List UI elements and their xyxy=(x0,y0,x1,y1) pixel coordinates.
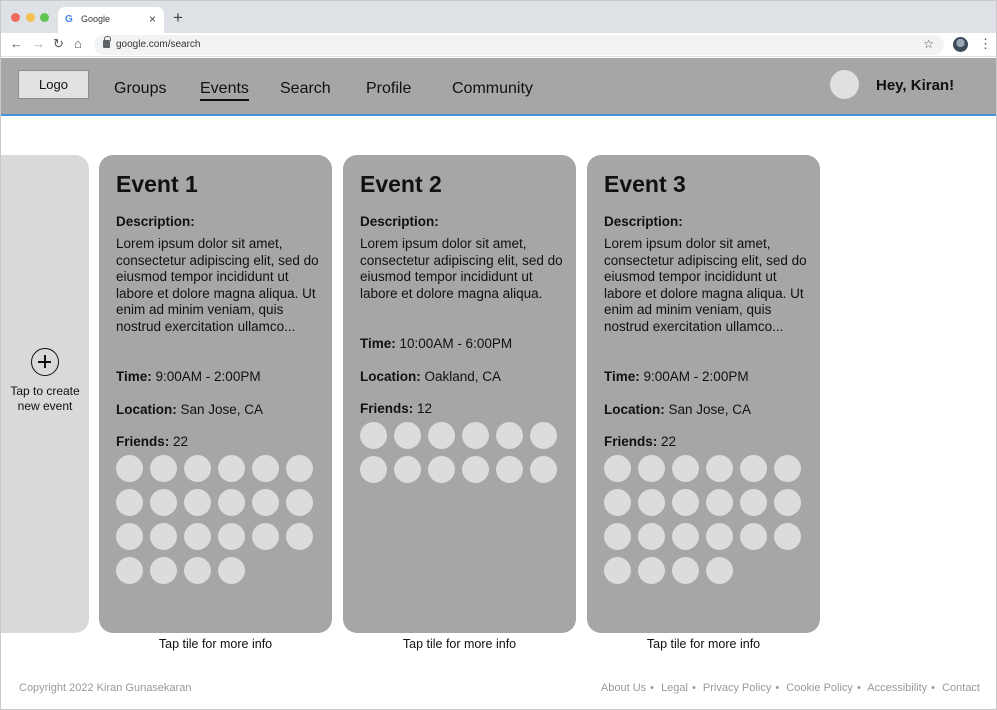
friend-avatar[interactable] xyxy=(774,455,801,482)
reload-icon[interactable]: ↻ xyxy=(53,36,64,51)
time-label: Time: xyxy=(360,336,396,351)
back-icon[interactable]: ← xyxy=(10,36,23,51)
nav-link-profile[interactable]: Profile xyxy=(366,80,412,97)
friend-avatar[interactable] xyxy=(530,422,557,449)
footer-separator: • xyxy=(856,682,861,694)
friend-avatar[interactable] xyxy=(672,557,699,584)
tap-hint: Tap tile for more info xyxy=(158,637,273,651)
friend-avatar[interactable] xyxy=(496,456,523,483)
footer-link-contact[interactable]: Contact xyxy=(942,682,980,694)
friend-avatar[interactable] xyxy=(286,489,313,516)
event-title: Event 1 xyxy=(116,171,198,197)
avatar[interactable] xyxy=(830,70,859,99)
browser-tab[interactable] xyxy=(58,7,164,33)
footer-link-accessibility[interactable]: Accessibility xyxy=(867,682,928,694)
friends-label: Friends: xyxy=(360,401,414,416)
friend-avatar[interactable] xyxy=(706,557,733,584)
footer-link-legal[interactable]: Legal xyxy=(661,682,688,694)
friend-avatar[interactable] xyxy=(286,455,313,482)
friends-grid xyxy=(604,455,809,584)
user-greeting: Hey, Kiran! xyxy=(876,77,955,94)
friend-avatar[interactable] xyxy=(604,557,631,584)
friend-avatar[interactable] xyxy=(116,489,143,516)
friend-avatar[interactable] xyxy=(462,422,489,449)
lock-icon xyxy=(103,40,110,48)
friend-avatar[interactable] xyxy=(496,422,523,449)
create-event-tile[interactable] xyxy=(0,155,89,633)
menu-icon[interactable]: ⋮ xyxy=(979,36,992,51)
friend-avatar[interactable] xyxy=(150,523,177,550)
event-time xyxy=(360,336,512,351)
friend-avatar[interactable] xyxy=(252,523,279,550)
friend-avatar[interactable] xyxy=(150,489,177,516)
home-icon[interactable]: ⌂ xyxy=(74,36,82,51)
footer-separator: • xyxy=(775,682,780,694)
friend-avatar[interactable] xyxy=(638,523,665,550)
event-friends xyxy=(360,401,432,416)
friend-avatar[interactable] xyxy=(638,489,665,516)
google-favicon-icon: G xyxy=(65,14,73,25)
friend-avatar[interactable] xyxy=(604,455,631,482)
friend-avatar[interactable] xyxy=(706,455,733,482)
footer-separator: • xyxy=(931,682,936,694)
location-value: San Jose, CA xyxy=(180,402,264,417)
footer-link-privacy[interactable]: Privacy Policy xyxy=(702,682,772,694)
friends-grid xyxy=(360,422,565,483)
friends-label: Friends: xyxy=(604,434,658,447)
create-event-label: Tap to create new event xyxy=(10,384,80,413)
friend-avatar[interactable] xyxy=(286,523,313,550)
description-label: Description: xyxy=(604,214,683,229)
friend-avatar[interactable] xyxy=(150,455,177,482)
friend-avatar[interactable] xyxy=(706,523,733,550)
site-navbar xyxy=(1,58,997,116)
friend-avatar[interactable] xyxy=(638,557,665,584)
friend-avatar[interactable] xyxy=(218,455,245,482)
friend-avatar[interactable] xyxy=(360,456,387,483)
footer-links xyxy=(601,682,980,694)
friend-avatar[interactable] xyxy=(740,489,767,516)
friend-avatar[interactable] xyxy=(150,557,177,584)
event-description: Lorem ipsum dolor sit amet, consectetur adipiscing elit, sed do eiusmod tempor incididunt ut labore et dolore magna aliqua. xyxy=(360,236,563,301)
event-title: Event 2 xyxy=(360,171,442,197)
friend-avatar[interactable] xyxy=(184,489,211,516)
maximize-window-button[interactable] xyxy=(40,13,49,22)
footer-separator: • xyxy=(650,682,654,694)
friend-avatar[interactable] xyxy=(638,455,665,482)
friend-avatar[interactable] xyxy=(218,489,245,516)
event-card-1[interactable] xyxy=(99,155,332,633)
friend-avatar[interactable] xyxy=(184,455,211,482)
footer-link-about[interactable]: About Us xyxy=(600,682,647,694)
star-icon[interactable]: ☆ xyxy=(923,37,934,51)
event-location xyxy=(604,402,751,417)
friend-avatar[interactable] xyxy=(462,456,489,483)
friend-avatar[interactable] xyxy=(530,456,557,483)
time-label: Time: xyxy=(116,369,152,384)
tap-hint: Tap tile for more info xyxy=(646,637,761,651)
location-value: Oakland, CA xyxy=(424,369,502,384)
friends-count: 22 xyxy=(661,434,677,447)
tap-hint: Tap tile for more info xyxy=(402,637,517,651)
time-value: 9:00AM - 2:00PM xyxy=(155,369,261,384)
friend-avatar[interactable] xyxy=(672,489,699,516)
friend-avatar[interactable] xyxy=(184,557,211,584)
friend-avatar[interactable] xyxy=(740,455,767,482)
minimize-window-button[interactable] xyxy=(26,13,35,22)
event-friends xyxy=(604,434,676,447)
event-title: Event 3 xyxy=(604,171,686,197)
friend-avatar[interactable] xyxy=(252,455,279,482)
add-icon xyxy=(31,348,59,376)
friends-count: 12 xyxy=(417,401,433,416)
browser-toolbar xyxy=(1,33,997,57)
friend-avatar[interactable] xyxy=(116,557,143,584)
friends-count: 22 xyxy=(173,434,189,447)
event-location xyxy=(116,402,263,417)
friend-avatar[interactable] xyxy=(394,456,421,483)
friend-avatar[interactable] xyxy=(218,557,245,584)
friend-avatar[interactable] xyxy=(672,523,699,550)
friend-avatar[interactable] xyxy=(218,523,245,550)
event-time xyxy=(116,369,261,384)
tab-close-icon[interactable]: × xyxy=(148,12,156,26)
friend-avatar[interactable] xyxy=(428,422,455,449)
new-tab-button[interactable]: + xyxy=(173,8,183,27)
friend-avatar[interactable] xyxy=(184,523,211,550)
location-label: Location: xyxy=(604,402,665,417)
friend-avatar[interactable] xyxy=(740,523,767,550)
friend-avatar[interactable] xyxy=(428,456,455,483)
friend-avatar[interactable] xyxy=(360,422,387,449)
friend-avatar[interactable] xyxy=(774,489,801,516)
event-card-3[interactable] xyxy=(587,155,820,633)
tab-title: Google xyxy=(81,14,111,24)
friend-avatar[interactable] xyxy=(672,455,699,482)
description-label: Description: xyxy=(116,214,195,229)
time-value: 9:00AM - 2:00PM xyxy=(643,369,749,384)
event-time xyxy=(604,369,749,384)
friend-avatar[interactable] xyxy=(774,523,801,550)
friend-avatar[interactable] xyxy=(116,455,143,482)
description-label: Description: xyxy=(360,214,439,229)
friend-avatar[interactable] xyxy=(394,422,421,449)
close-window-button[interactable] xyxy=(11,13,20,22)
nav-link-search[interactable]: Search xyxy=(280,80,331,97)
friends-label: Friends: xyxy=(116,434,170,447)
url-text[interactable]: google.com/search xyxy=(116,39,201,50)
logo[interactable]: Logo xyxy=(18,70,89,99)
nav-link-groups[interactable]: Groups xyxy=(114,80,167,97)
nav-link-community[interactable]: Community xyxy=(452,80,533,97)
event-description: Lorem ipsum dolor sit amet, consectetur adipiscing elit, sed do eiusmod tempor incididunt ut labore et dolore magna aliqua. Ut enim ad minim veniam, quis nostrud exercitation ullamco... xyxy=(116,236,319,334)
event-description: Lorem ipsum dolor sit amet, consectetur adipiscing elit, sed do eiusmod tempor incididunt ut labore et dolore magna aliqua. Ut enim ad minim veniam, quis nostrud exercitation ullamco... xyxy=(604,236,807,334)
forward-icon[interactable]: → xyxy=(32,36,45,51)
address-bar[interactable] xyxy=(94,35,944,55)
browser-tab-strip xyxy=(1,1,997,33)
event-card-2[interactable] xyxy=(343,155,576,633)
friend-avatar[interactable] xyxy=(252,489,279,516)
friends-grid xyxy=(116,455,321,584)
friend-avatar[interactable] xyxy=(604,489,631,516)
location-label: Location: xyxy=(360,369,421,384)
copyright-text: Copyright 2022 Kiran Gunasekaran xyxy=(19,682,192,694)
event-friends xyxy=(116,434,188,447)
friend-avatar[interactable] xyxy=(116,523,143,550)
event-location xyxy=(360,369,501,384)
location-label: Location: xyxy=(116,402,177,417)
footer-link-cookie[interactable]: Cookie Policy xyxy=(786,682,853,694)
location-value: San Jose, CA xyxy=(668,402,752,417)
profile-icon[interactable] xyxy=(953,37,968,52)
friend-avatar[interactable] xyxy=(706,489,733,516)
time-label: Time: xyxy=(604,369,640,384)
footer-separator: • xyxy=(691,682,696,694)
nav-link-events[interactable]: Events xyxy=(200,80,249,101)
time-value: 10:00AM - 6:00PM xyxy=(399,336,513,351)
friend-avatar[interactable] xyxy=(604,523,631,550)
